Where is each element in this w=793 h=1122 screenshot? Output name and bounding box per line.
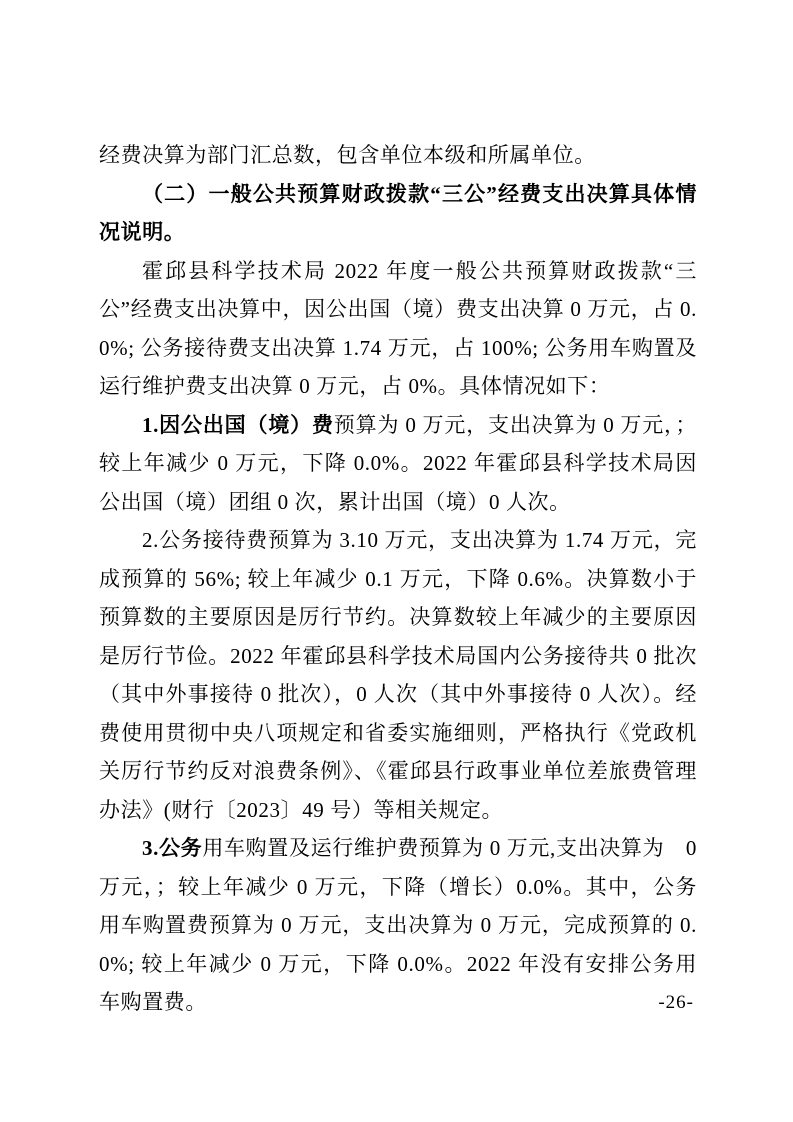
document-body: [99, 136, 697, 1022]
text-run: 1.因公出国（境）费: [142, 412, 334, 437]
text-run: 3.公务: [142, 836, 203, 860]
paragraph: [99, 175, 697, 252]
paragraph: [99, 136, 697, 175]
text-run: （二）一般公共预算财政拨款“三公”经费支出决算具体情况说明。: [99, 181, 697, 244]
text-run: 霍邱县科学技术局 2022 年度一般公共预算财政拨款“三公”经费支出决算中，因公出国（境）费支出决算 0 万元，占 0.0%; 公务接待费支出决算 1.74 万元，占 100%; 公务用车购置及运行维护费支出决算 0 万元，占 0%。具体情况如下：: [99, 258, 697, 398]
page-number: -26-: [658, 992, 694, 1013]
text-run: 经费决算为部门汇总数，包含单位本级和所属单位。: [99, 143, 596, 167]
text-run: 用车购置及运行维护费预算为 0 万元,支出决算为 0 万元，；较上年减少 0 万元，下降（增长）0.0%。其中，公务用车购置费预算为 0 万元，支出决算为 0 万元，完成预算的 0.0%; 较上年减少 0 万元，下降 0.0%。2022 年没有安排公务用车购置费。: [99, 836, 697, 1014]
text-run: 预算为 0 万元，支出决算为 0 万元，；较上年减少 0 万元，下降 0.0%。2022 年霍邱县科学技术局因公出国（境）团组 0 次，累计出国（境）0 人次。: [99, 412, 697, 514]
text-run: 2.公务接待费预算为 3.10 万元，支出决算为 1.74 万元，完成预算的 56%; 较上年减少 0.1 万元，下降 0.6%。决算数小于预算数的主要原因是厉行节约。决算数较上年减少的主要原因是厉行节俭。2022 年霍邱县科学技术局国内公务接待共 0 批次（其中外事接待 0 批次），0 人次（其中外事接待 0 人次）。经费使用贯彻中央八项规定和省委实施细则，严格执行《党政机关厉行节约反对浪费条例》、《霍邱县行政事业单位差旅费管理办法》(财行〔2023〕49 号）等相关规定。: [99, 528, 697, 822]
paragraph: [99, 252, 697, 406]
paragraph: [99, 521, 697, 829]
paragraph: [99, 829, 697, 1022]
paragraph: [99, 406, 697, 522]
